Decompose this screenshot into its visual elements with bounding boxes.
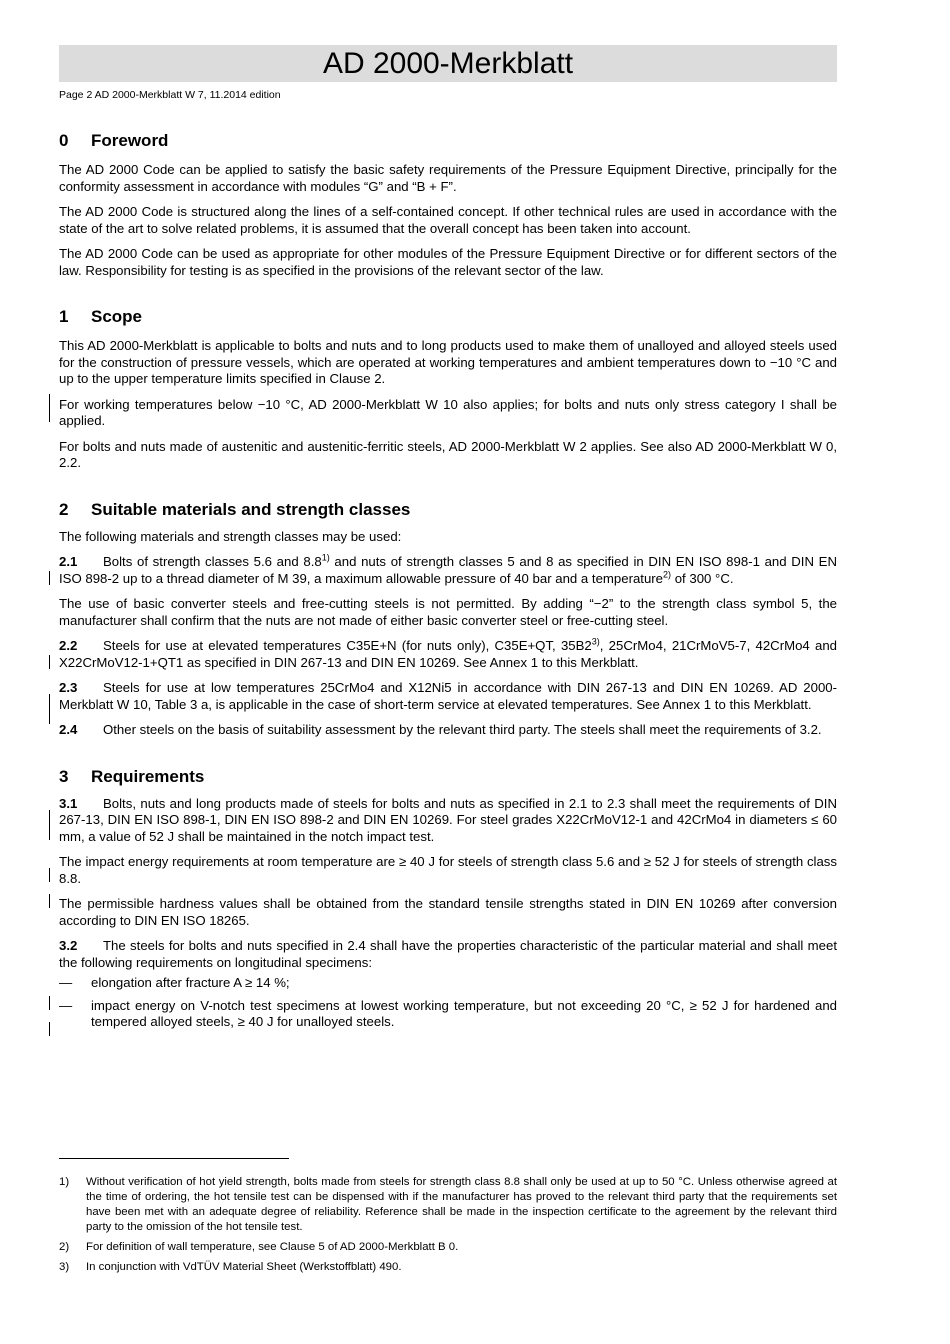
section-heading: 2 Suitable materials and strength classes (59, 499, 411, 519)
section-heading: 3 Requirements (59, 766, 205, 786)
paragraph: The AD 2000 Code can be applied to satisfy the basic safety requirements of the Pressure Equipment Directive, principally for the conformity assessment in accordance with modules “G” and “B + F”. (59, 162, 837, 194)
main-content (59, 130, 837, 1031)
list-item: — elongation after fracture A ≥ 14 %; (59, 975, 290, 990)
clause-2-4: 2.4 Other steels on the basis of suitability assessment by the relevant third party. The steels shall meet the requirements of 3.2. (59, 722, 822, 737)
change-bar (49, 394, 50, 422)
footnote-separator (59, 1158, 289, 1159)
change-bar (49, 894, 50, 908)
footnote: 3) In conjunction with VdTÜV Material Sheet (Werkstoffblatt) 490. (59, 1261, 402, 1273)
footnote: 1) Without verification of hot yield strength, bolts made from steels for strength class 8.8 shall only be used at up to 50 °C. Unless otherwise agreed at the time of ordering, the hot tensile test can be dispensed with if the manufacturer has proved to the relevant third party that the requirements set have been met with an adequate degree of reliability. Reference shall be made in the inspection certificate to the agreement by the relevant third party to the omission of the hot tensile test. (59, 1176, 837, 1233)
section-heading: 0 Foreword (59, 131, 169, 150)
list-item: — impact energy on V-notch test specimens at lowest working temperature, but not exceeding 20 °C, ≥ 52 J for hardened and tempered alloyed steels, ≥ 40 J for unalloyed steels. (59, 998, 837, 1031)
change-bar (49, 868, 50, 882)
change-bar (49, 996, 50, 1010)
change-bar (49, 655, 50, 669)
page-info: Page 2 AD 2000-Merkblatt W 7, 11.2014 edition (59, 89, 281, 101)
paragraph: For bolts and nuts made of austenitic and austenitic-ferritic steels, AD 2000-Merkblatt W 2 applies. See also AD 2000-Merkblatt W 0, 2.2. (59, 438, 837, 470)
change-bar (49, 694, 50, 724)
section-materials (59, 499, 837, 739)
paragraph: The AD 2000 Code can be used as appropriate for other modules of the Pressure Equipment Directive or for different sectors of the law. Responsibility for testing is as specified in the provisions of the relevant sector of the law. (59, 246, 837, 278)
paragraph: For working temperatures below −10 °C, AD 2000-Merkblatt W 10 also applies; for bolts and nuts only stress category I shall be applied. (59, 397, 837, 430)
change-bar (49, 810, 50, 840)
document-title-banner: AD 2000-Merkblatt (59, 45, 837, 82)
paragraph: The use of basic converter steels and free-cutting steels is not permitted. By adding “−2” to the strength class symbol 5, the manufacturer shall confirm that the nuts are not made of either basic converter steel or free-cutting steel. (59, 596, 837, 628)
footnote: 2) For definition of wall temperature, see Clause 5 of AD 2000-Merkblatt B 0. (59, 1241, 459, 1253)
change-bar (49, 1022, 50, 1036)
clause-3-1: 3.1 Bolts, nuts and long products made of steels for bolts and nuts as specified in 2.1 to 2.3 shall meet the requirements of DIN 267-13, DIN EN ISO 898-1, DIN EN ISO 898-2 and DIN EN 10269. For steel grades X22CrMoV12-1 and 42CrMo4 in diameters ≤ 60 mm, a value of 52 J shall be maintained in the notch impact test. (59, 796, 837, 846)
clause-2-1: 2.1 Bolts of strength classes 5.6 and 8.8$^{1)}$ and nuts of strength classes 5 and 8 as specified in DIN EN ISO 898-1 and DIN EN ISO 898-2 up to a thread diameter of M 39, a maximum allowable pressure of 40 bar and a temperature$^{2)}$ of 300 °C. (59, 554, 837, 587)
clause-2-2: 2.2 Steels for use at elevated temperatures C35E+N (for nuts only), C35E+QT, 35B2$^{3)}$, 25CrMo4, 21CrMoV5-7, 42CrMo4 and X22CrMoV12-1+QT1 as specified in DIN 267-13 and DIN EN 10269. See Annex 1 to this Merkblatt. (59, 638, 837, 671)
section-foreword (59, 130, 837, 279)
section-heading: 1 Scope (59, 307, 143, 326)
paragraph: The following materials and strength classes may be used: (59, 528, 402, 544)
change-bar (49, 571, 50, 585)
paragraph: The permissible hardness values shall be obtained from the standard tensile strengths stated in DIN EN 10269 after conversion according to DIN EN ISO 18265. (59, 896, 837, 929)
clause-2-3: 2.3 Steels for use at low temperatures 25CrMo4 and X12Ni5 in accordance with DIN 267-13 and DIN EN 10269. AD 2000-Merkblatt W 10, Table 3 a, is applicable in the case of short-term service at elevated temperatures. See Annex 1 to this Merkblatt. (59, 680, 837, 713)
footnotes (59, 1175, 837, 1280)
paragraph: The impact energy requirements at room temperature are ≥ 40 J for steels of strength class 5.6 and ≥ 52 J for steels of strength class 8.8. (59, 854, 837, 887)
paragraph: The AD 2000 Code is structured along the lines of a self-contained concept. If other technical rules are used in accordance with the state of the art to solve related problems, it is assumed that the overall concept has been taken into account. (59, 204, 837, 236)
clause-3-2: 3.2 The steels for bolts and nuts specified in 2.4 shall have the properties characteristic of the particular material and shall meet the following requirements on longitudinal specimens: (59, 938, 837, 970)
section-scope (59, 306, 837, 472)
paragraph: This AD 2000-Merkblatt is applicable to bolts and nuts and to long products used to make them of unalloyed and alloyed steels used for the construction of pressure vessels, which are operated at working temperatures and ambient temperatures down to −10 °C and up to the upper temperature limits specified in Clause 2. (59, 338, 837, 386)
section-requirements (59, 766, 837, 1031)
